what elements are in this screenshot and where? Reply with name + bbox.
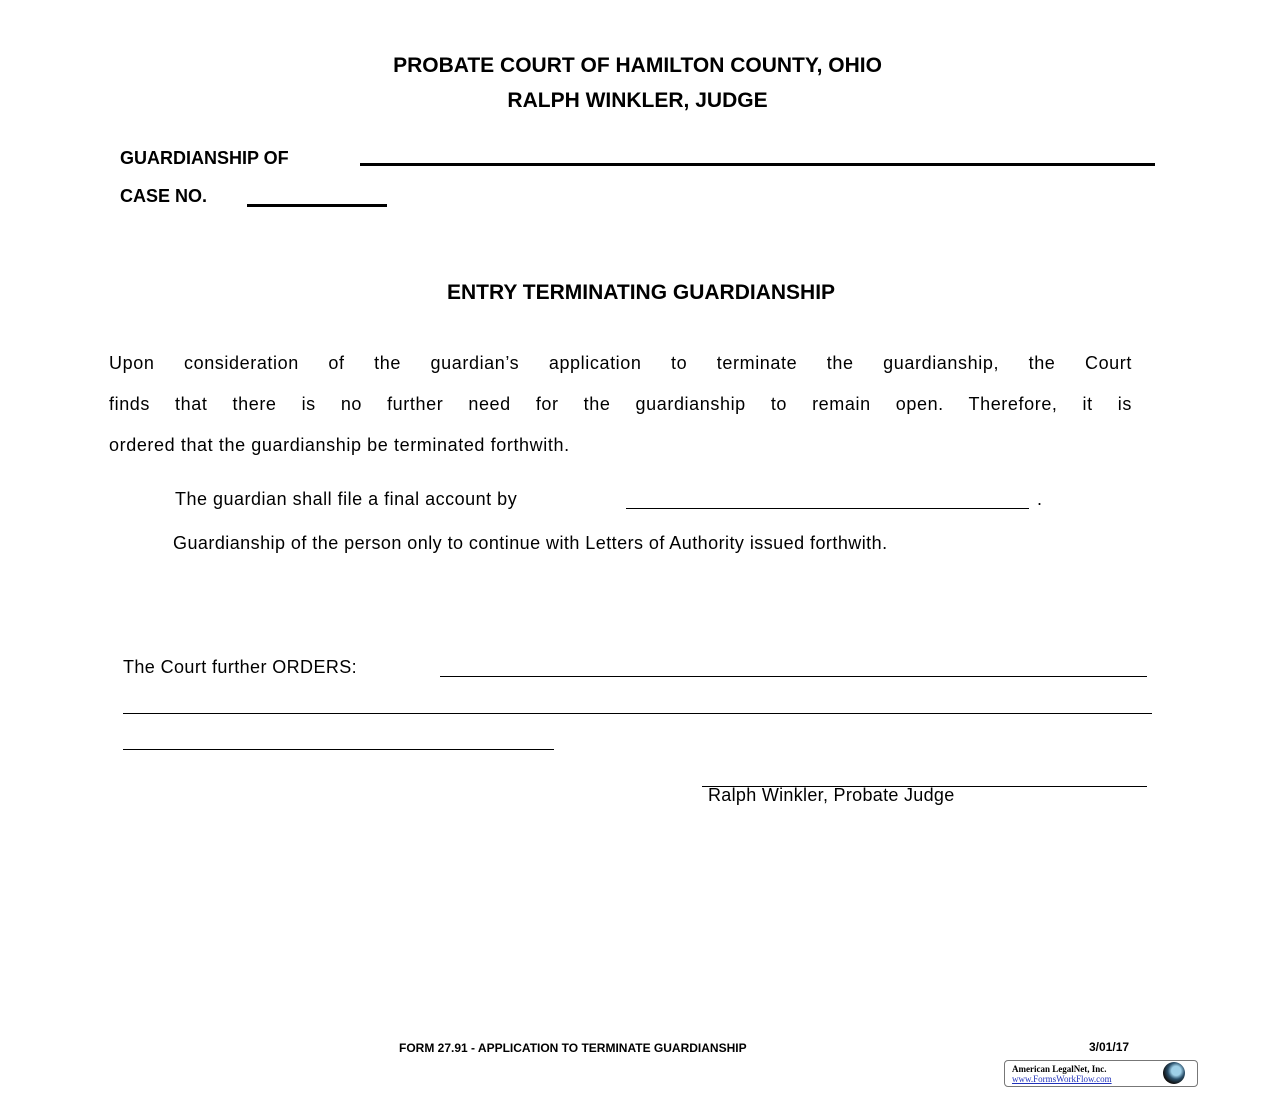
paragraph-line: finds that there is no further need for the guardianship to remain open. Therefore, it is — [109, 394, 1132, 414]
form-date: 3/01/17 — [1089, 1040, 1130, 1054]
judge-name: RALPH WINKLER, JUDGE — [507, 89, 768, 112]
paragraph-line: ordered that the guardianship be terminated forthwith. — [109, 435, 570, 455]
further-orders-label: The Court further ORDERS: — [123, 657, 358, 677]
logo-company: American LegalNet, Inc. — [1012, 1064, 1107, 1074]
guardianship-of-field[interactable] — [360, 145, 1155, 166]
final-account-period: . — [1037, 489, 1043, 509]
court-name: PROBATE COURT OF HAMILTON COUNTY, OHIO — [393, 54, 882, 77]
logo-url[interactable]: www.FormsWorkFlow.com — [1012, 1074, 1112, 1084]
document-title: ENTRY TERMINATING GUARDIANSHIP — [446, 281, 836, 304]
american-legalnet-logo[interactable] — [1004, 1060, 1198, 1087]
further-orders-line-2[interactable] — [123, 695, 1152, 714]
form-number: FORM 27.91 - APPLICATION TO TERMINATE GUARDIANSHIP — [399, 1041, 747, 1055]
person-only-text: Guardianship of the person only to continue with Letters of Authority issued forthwith. — [173, 533, 888, 553]
final-account-date-field[interactable] — [626, 490, 1029, 509]
case-no-label: CASE NO. — [120, 186, 208, 206]
case-no-field[interactable] — [247, 186, 387, 207]
paragraph-line: Upon consideration of the guardian’s application to terminate the guardianship, the Court — [109, 353, 1132, 373]
final-account-label: The guardian shall file a final account by — [175, 489, 518, 509]
judge-signature-name: Ralph Winkler, Probate Judge — [708, 785, 955, 805]
body-paragraph — [109, 352, 1132, 475]
globe-icon — [1163, 1062, 1185, 1084]
further-orders-line-3[interactable] — [123, 731, 554, 750]
further-orders-field[interactable] — [440, 658, 1147, 677]
guardianship-of-label: GUARDIANSHIP OF — [120, 148, 289, 168]
